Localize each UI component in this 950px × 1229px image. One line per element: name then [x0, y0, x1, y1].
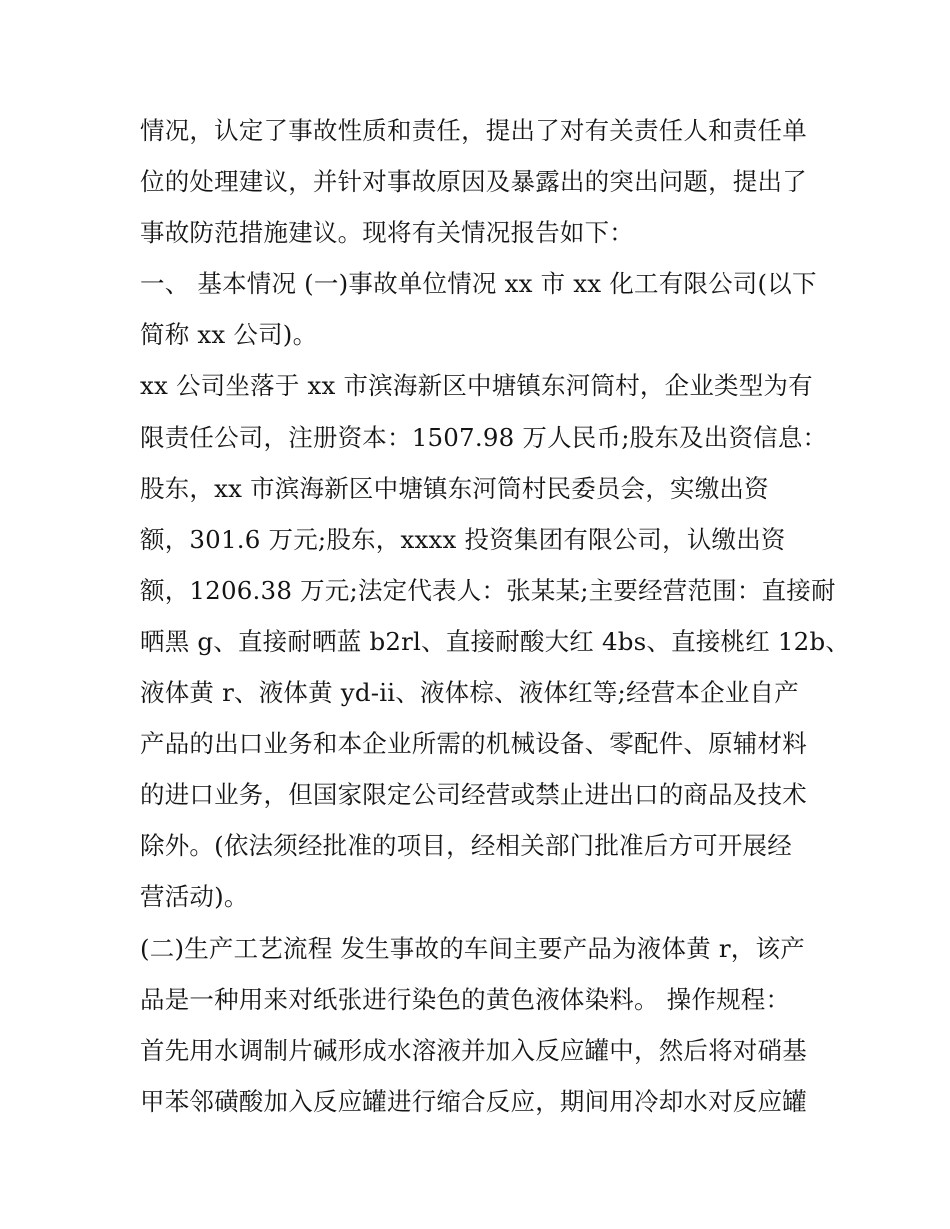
text-line: 产品的出口业务和本企业所需的机械设备、零配件、原辅材料	[140, 729, 807, 759]
text-line: xx 公司坐落于 xx 市滨海新区中塘镇东河筒村，企业类型为有	[140, 371, 813, 401]
text-line: 首先用水调制片碱形成水溶液并加入反应罐中，然后将对硝基	[140, 1035, 807, 1065]
document-body	[140, 105, 851, 1127]
text-line: 甲苯邻磺酸加入反应罐进行缩合反应，期间用冷却水对反应罐	[140, 1086, 807, 1116]
text-line: 位的处理建议，并针对事故原因及暴露出的突出问题，提出了	[140, 167, 807, 197]
text-line: 情况，认定了事故性质和责任，提出了对有关责任人和责任单	[140, 116, 807, 145]
text-line: 除外。(依法须经批准的项目，经相关部门批准后方可开展经	[140, 831, 792, 861]
text-line: 额，1206.38 万元;法定代表人：张某某;主要经营范围：直接耐	[140, 575, 836, 605]
text-line: 额，301.6 万元;股东，xxxx 投资集团有限公司，认缴出资	[140, 524, 786, 554]
text-line: 股东，xx 市滨海新区中塘镇东河筒村民委员会，实缴出资	[140, 473, 769, 503]
section-heading-line: (二)生产工艺流程 发生事故的车间主要产品为液体黄 r，该产	[140, 933, 805, 963]
text-line: 品是一种用来对纸张进行染色的黄色液体染料。 操作规程：	[140, 984, 791, 1014]
text-line: 营活动)。	[140, 882, 249, 912]
text-line: 的进口业务，但国家限定公司经营或禁止进出口的商品及技术	[140, 780, 807, 810]
text-line: 液体黄 r、液体黄 yd-ii、液体棕、液体红等;经营本企业自产	[140, 678, 799, 708]
text-line: 晒黑 g、直接耐晒蓝 b2rl、直接耐酸大红 4bs、直接桃红 12b、	[140, 626, 851, 656]
section-heading-line: 一、 基本情况 (一)事故单位情况 xx 市 xx 化工有限公司(以下	[140, 269, 817, 299]
text-line: 简称 xx 公司)。	[140, 320, 318, 350]
text-line: 事故防范措施建议。现将有关情况报告如下：	[140, 218, 634, 248]
text-line: 限责任公司，注册资本：1507.98 万人民币;股东及出资信息：	[140, 422, 828, 452]
